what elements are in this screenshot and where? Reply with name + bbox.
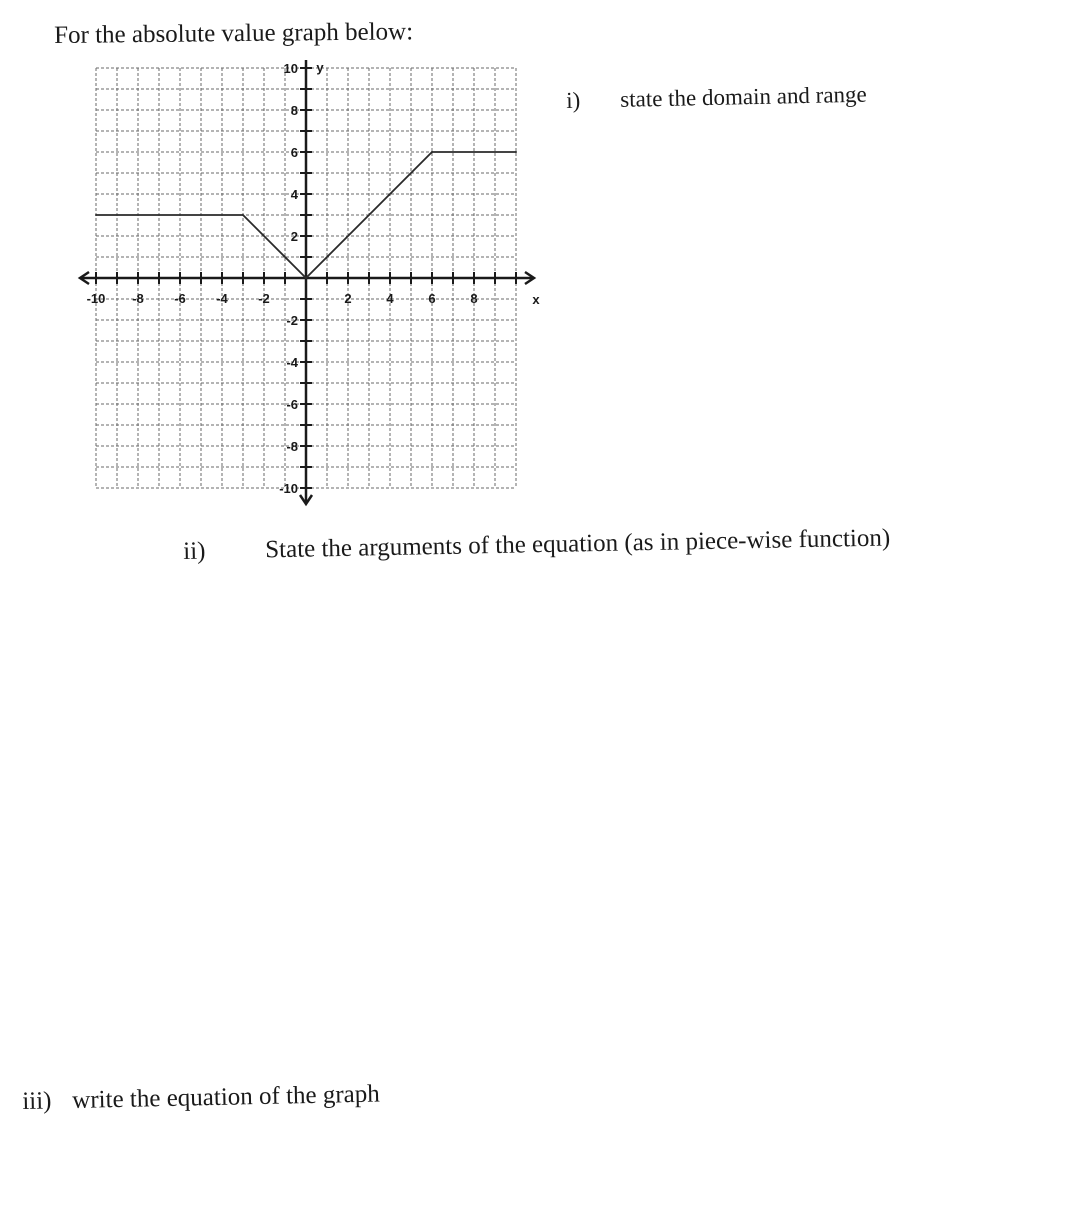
- question-1-number: i): [566, 87, 581, 113]
- x-tick-label: -4: [216, 291, 228, 306]
- graph-point: [242, 214, 244, 216]
- absolute-value-graph: [70, 58, 550, 518]
- x-tick-label: 6: [428, 291, 436, 306]
- question-3-text: write the equation of the graph: [71, 1080, 381, 1114]
- axes: [80, 60, 534, 504]
- y-tick-label: 10: [283, 61, 298, 76]
- x-tick-label: -10: [86, 291, 106, 306]
- y-tick-label: -10: [279, 481, 298, 496]
- graph-point: [515, 151, 517, 153]
- x-tick-label: 4: [386, 291, 394, 306]
- x-tick-label: 8: [470, 291, 478, 306]
- y-tick-label: -6: [286, 397, 298, 412]
- y-tick-label: 8: [290, 103, 298, 118]
- y-tick-label: -8: [286, 439, 298, 454]
- question-3: [22, 1081, 380, 1116]
- x-axis-label: x: [532, 292, 540, 307]
- x-tick-label: -6: [174, 291, 186, 306]
- x-tick-label: -2: [258, 291, 270, 306]
- graph-point: [305, 277, 307, 279]
- question-2: [183, 524, 890, 566]
- y-tick-label: 2: [290, 229, 298, 244]
- worksheet-title: For the absolute value graph below:: [54, 18, 414, 49]
- question-1: [566, 82, 867, 114]
- y-tick-label: 6: [290, 145, 298, 160]
- y-tick-label: -2: [286, 313, 298, 328]
- y-axis-label: y: [316, 60, 324, 75]
- y-tick-label: 4: [290, 187, 298, 202]
- x-tick-label: 2: [344, 291, 352, 306]
- graph-point: [95, 214, 97, 216]
- y-tick-label: -4: [286, 355, 298, 370]
- question-2-number: ii): [183, 537, 206, 565]
- graph-segment: [243, 215, 306, 278]
- question-3-number: iii): [22, 1087, 52, 1115]
- x-tick-label: -8: [132, 291, 144, 306]
- question-2-text: State the arguments of the equation (as in piece-wise function): [264, 524, 891, 564]
- question-1-text: state the domain and range: [619, 81, 867, 112]
- graph-point: [431, 151, 433, 153]
